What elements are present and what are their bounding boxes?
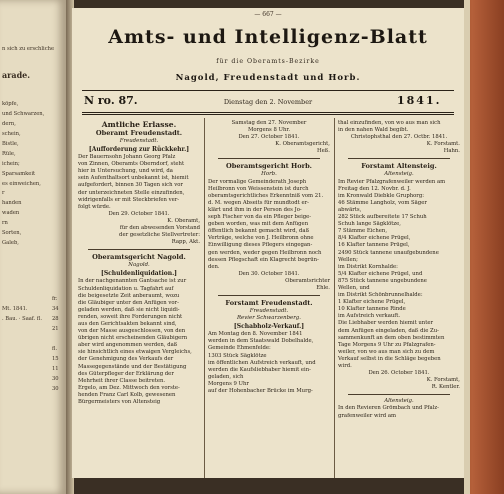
text-line: die beigesetzte Zeit anberaumt, wozu — [78, 292, 180, 299]
text-line: In den Revieren Grömbach und Pfalz- — [338, 405, 439, 412]
text-line: Ergelo, am Dez. Mittwoch den vorste- — [78, 384, 180, 391]
text-line: Schuh lange Sägklötze, — [338, 221, 401, 228]
text-line: folgt würde. — [78, 203, 111, 210]
article-separator — [218, 295, 320, 296]
text-line: 16 Klafter tannene Prügel, — [338, 242, 410, 249]
text-line: weiler, von wo aus man sich zu dem — [338, 348, 435, 355]
article-date-altensteig: Den 26. October 1841. — [368, 370, 430, 377]
article-date-horb: Den 30. October 1841. — [238, 270, 300, 277]
masthead-title: Amts- und Intelligenz-Blatt — [108, 26, 428, 48]
text-line: grafenweiler wird am — [338, 412, 397, 419]
place-heading-nagold: Nagold. — [128, 262, 150, 269]
text-line: des Güterpfleger der Erklärung der — [78, 370, 174, 377]
text-line: werden in dem Staatswald Dobelhalde, — [208, 338, 314, 345]
text-line: Die Liebhaber werden hiemit unter — [338, 320, 434, 327]
article-sign-top-2: Heß. — [317, 148, 330, 155]
text-line: von Zinnen, Oberamts Oberndorf, steht — [78, 161, 185, 168]
left-page-fragment: . Bau. · Saaf. fl. — [2, 316, 43, 322]
text-line: In der nachgenannten Gantsache ist zur — [78, 278, 187, 285]
text-line: aufgefordert, binnen 30 Tagen sich vor — [78, 182, 183, 189]
text-line: 7 Stämme Eichen, — [338, 228, 388, 235]
text-line: Samstag den 27. November — [231, 120, 307, 126]
article-date-top-3: Christophsthal den 27. Octbr. 1841. — [350, 134, 448, 141]
newspaper-page — [72, 8, 464, 478]
place-heading-horb: Horb. — [261, 171, 277, 178]
article-separator — [218, 158, 320, 159]
text-line: Bürgermeisters von Altensteig — [78, 399, 161, 405]
text-line: den. — [208, 263, 220, 270]
header-rule-thin — [82, 114, 454, 115]
article-sign-4: Rapp, Akt. — [171, 239, 200, 246]
section-heading-nagold: Oberamtsgericht Nagold. — [92, 253, 186, 262]
left-page-fragment: 30 — [52, 376, 59, 382]
text-line: henden Franz Carl Kolb, gewesenen — [78, 391, 176, 398]
left-page-fragment: Sorten, — [2, 230, 22, 236]
left-page-fragment: 15 — [52, 356, 59, 362]
left-page-fragment: Galeb, — [2, 240, 19, 246]
text-line: Der vormalige Gemeinderath Joseph — [208, 178, 307, 185]
text-line: in den nahen Wald begibt. — [338, 127, 409, 134]
text-line: im Distrikt Kornhalde: — [338, 263, 398, 270]
text-line: 282 Stück aufbereitete 17 Schuh — [338, 214, 427, 221]
text-line: Massegegenstände und der Bestätigung — [78, 363, 187, 370]
book-spine — [464, 0, 504, 494]
section-heading-oberamt-freudenstadt: Oberamt Freudenstadt. — [95, 129, 183, 137]
article-title-return: [Aufforderung zur Rückkehr.] — [88, 146, 190, 154]
left-page-fragment: 28 — [52, 316, 59, 322]
left-page-fragment: Mt. 1841. — [2, 306, 28, 312]
left-page-fragment: 30 — [52, 386, 59, 392]
article-sign-altensteig-1: K. Forstamt, — [426, 377, 460, 384]
article-separator — [88, 249, 190, 250]
text-line: Gemeinde Ehmenfelde: — [208, 345, 271, 352]
left-page-fragment: arade. — [2, 70, 31, 80]
article-sign-3: der gesetzliche Stellvertreter: — [119, 232, 200, 239]
text-line: im Kronwald Diebkle Gruphorg: — [338, 192, 425, 199]
text-line: Wellen, und — [338, 284, 370, 291]
column-divider-2 — [334, 118, 335, 478]
text-line: 875 Stück tannene ungebundene — [338, 277, 427, 284]
article-title-liquidation: [Schuldenliquidation.] — [100, 270, 178, 278]
text-line: Verkauf selbst in die Schläge begeben — [338, 355, 441, 362]
text-line: die Gläubiger unter den Anfügen vor- — [78, 299, 179, 306]
text-line: im Distrikt Schönbrunnelhalde: — [338, 292, 423, 299]
text-line: Freitag den 12. Novbr. d. J. — [338, 185, 411, 192]
article-body-horb — [208, 179, 330, 271]
left-page-fragment: ichein; — [2, 161, 20, 167]
article-sign-2: für den abwesenden Vorstand — [119, 225, 200, 232]
text-line: Einwilligung dieses Pflegers eingegan- — [208, 242, 313, 249]
text-line: widrigenfalls er mit Steckbriefen ver- — [78, 196, 180, 203]
text-line: Verträge, welche von J. Heilbronn ohne — [208, 235, 314, 242]
text-line: 1303 Stück Sägklötze — [208, 352, 267, 359]
left-page-fragment: Bistle, — [2, 141, 19, 147]
article-sign-horb-2: Ehle. — [316, 284, 330, 291]
article-body-altensteig-2 — [338, 405, 460, 419]
text-line: 2490 Stück tannene unaufgebundene — [338, 249, 439, 256]
left-page-fragment: es einweichen, — [2, 181, 41, 187]
left-page-fragment: dern, — [2, 121, 16, 127]
header-rule-top — [82, 90, 454, 91]
text-line: sie hinsichtlich eines etwaigen Vergleichs, — [78, 349, 192, 356]
text-line: 46 Stämme Langholz, vom Säger — [338, 199, 427, 206]
text-line: seph Fischer von da ein Pfleger beige- — [208, 214, 312, 221]
text-line: renden, soweit ihre Forderungen nicht — [78, 313, 183, 320]
text-line: Morgens 9 Uhr — [208, 380, 249, 387]
article-sign-altensteig-2: R. Kentler. — [431, 384, 460, 391]
place-heading-altensteig-2: Altensteig. — [384, 398, 414, 405]
left-page-fragment: Rüle, — [2, 151, 16, 157]
text-line: aber wird angenommen werden, daß — [78, 342, 178, 349]
place-heading-altensteig: Altensteig. — [384, 171, 414, 178]
text-line: der unterzeichneten Stelle einzufinden, — [78, 189, 185, 196]
text-line: Der Bauernsohn Johann Georg Pfalz — [78, 154, 176, 161]
article-separator — [348, 158, 450, 159]
column-divider-1 — [204, 118, 205, 478]
left-page-fragment: r — [2, 190, 5, 196]
text-line: im Aufstreich verkauft. — [338, 313, 401, 320]
text-line: öffentlich bekannt gemacht wird, daß — [208, 228, 310, 235]
text-line: abwärts, — [338, 206, 362, 213]
column-1 — [78, 120, 200, 406]
text-line: 10 Klafter tannene Rinde — [338, 306, 406, 313]
text-line: d. M. wegen Abseits für mundtodt er- — [208, 199, 309, 206]
text-line: Heilbronn von Weissenstein ist durch — [208, 185, 309, 192]
revier-heading: Revier Schwarzenberg. — [237, 315, 301, 322]
masthead-districts: Nagold, Freudenstadt und Horb. — [175, 73, 361, 83]
text-line: geladen, sich — [208, 373, 244, 380]
text-line: Mehrheit ihrer Classe beitreten. — [78, 377, 166, 384]
text-line: übrigen nicht erscheinenden Gläubigern — [78, 335, 188, 342]
page-number: — 667 — — [254, 11, 282, 18]
text-line: dessen Pflegschaft ein Klagrecht begrün- — [208, 256, 319, 263]
left-page-fragment: fl. — [52, 346, 58, 352]
issue-date: Dienstag den 2. November — [223, 98, 313, 106]
text-line: 1 Klafter eichene Prügel, — [338, 299, 406, 306]
text-line: geben worden, was mit dem Anfügen — [208, 221, 309, 228]
left-page-edge — [0, 0, 66, 494]
article-sign-top-1: K. Oberamtsgericht, — [275, 141, 330, 148]
article-sign-horb-1: Oberamtsrichter — [285, 277, 330, 284]
text-line: sammenkunft an dem oben bestimmten — [338, 334, 445, 341]
left-page-fragment: n sich zu erschliche — [2, 46, 55, 52]
article-title-sale: [Schabholz-Verkauf.] — [233, 323, 305, 331]
text-line: geladen werden, daß sie nicht liquidi- — [78, 306, 180, 313]
article-body-sale — [208, 331, 330, 395]
left-page-fragment: köpfe, — [2, 101, 19, 107]
left-page-fragment: schein, — [2, 131, 21, 137]
header-rule-bottom — [82, 112, 454, 113]
text-line: wird. — [338, 363, 352, 369]
text-line: oberamtsgerichtliches Erkenntniß vom 21. — [208, 192, 324, 199]
text-line: Am Montag den 8. November 1841 — [208, 331, 303, 338]
text-line: von der Masse ausgeschlossen, von den — [78, 328, 186, 335]
article-continuation-3 — [338, 120, 460, 134]
text-line: sein Aufenthaltsort unbekannt ist, hiemit — [78, 175, 189, 182]
article-separator — [348, 394, 450, 395]
article-continuation — [208, 120, 330, 134]
left-page-fragment: rn — [2, 220, 8, 226]
text-line: Wellen; — [338, 256, 358, 263]
article-body-altensteig — [338, 179, 460, 371]
masthead-subtitle: für die Oberamts-Bezirke — [216, 58, 320, 65]
issue-year: 1841. — [397, 94, 442, 107]
issue-number: N ro. 87. — [84, 94, 138, 107]
article-date: Den 29. October 1841. — [108, 210, 170, 217]
text-line: Morgens 8 Uhr. — [247, 127, 291, 134]
text-line: klärt und ihm in der Person des Jo- — [208, 206, 302, 213]
text-line: gen werden, weder gegen Heilbronn noch — [208, 249, 322, 256]
article-body-return — [78, 154, 200, 211]
column-2 — [208, 120, 330, 395]
text-line: 5/4 Klafter eichene Prügel, und — [338, 270, 423, 277]
text-line: Tage Morgens 9 Uhr zu Pfalzgrafen- — [338, 341, 436, 348]
article-sign-top-3b: Hahn. — [443, 148, 460, 155]
left-page-fragment: 11 — [52, 366, 59, 372]
left-page-fragment: waden — [2, 210, 20, 216]
text-line: dem Anfügen eingeladen, daß die Zu- — [338, 327, 439, 334]
text-line: im öffentlichen Aufstreich verkauft, und — [208, 359, 316, 366]
left-page-fragment: handen — [2, 200, 22, 206]
section-heading-forstamt-freudenstadt: Forstamt Freudenstadt. — [225, 299, 313, 308]
text-line: 8/4 Klafter eichene Prügel, — [338, 235, 411, 242]
text-line: Im Revier Pfalzgrafenweiler werden am — [338, 178, 446, 185]
left-page-fragment: 34 — [52, 306, 59, 312]
section-heading-horb: Oberamtsgericht Horb. — [226, 162, 312, 171]
left-page-fragment: Sparsamkeit — [2, 171, 36, 177]
left-page-fragment: fr. — [52, 296, 58, 302]
article-sign-top-3a: K. Forstamt. — [426, 141, 460, 148]
text-line: aus den Gerichtsakten bekannt sind, — [78, 320, 177, 327]
column-3 — [338, 120, 460, 420]
text-line: auf der Hohenbacher Brücke im Murg- — [208, 388, 313, 394]
text-line: der Genehmigung des Verkaufs der — [78, 356, 174, 363]
left-page-fragment: 21 — [52, 326, 59, 332]
text-line: Schuldenliquidation u. Tagfahrt auf — [78, 285, 174, 292]
article-body-liquidation — [78, 278, 200, 406]
section-heading-official: Amtliche Erlasse. — [101, 120, 177, 129]
text-line: hier in Untersuchung, und wird, da — [78, 168, 173, 175]
left-page-fragment: und Schwarzen, — [2, 111, 45, 117]
text-line: werden die Kaufsliebhaber hiemit ein- — [208, 366, 311, 373]
article-date-top: Den 27. October 1841. — [238, 134, 300, 141]
text-line: thal einzufinden, von wo aus man sich — [338, 120, 441, 126]
place-heading-freudenstadt: Freudenstadt. — [249, 308, 289, 315]
place-heading: Freudenstadt. — [119, 138, 159, 144]
article-sign-1: K. Oberamt, — [167, 217, 200, 224]
section-heading-altensteig: Forstamt Altensteig. — [361, 162, 437, 171]
